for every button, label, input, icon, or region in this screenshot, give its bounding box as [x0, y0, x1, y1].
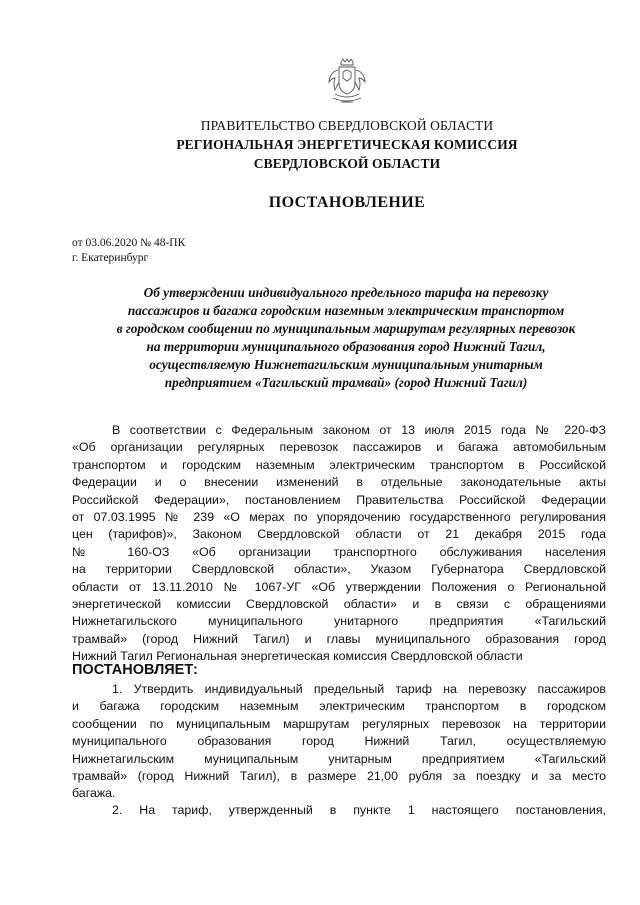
preamble-line: Нижний Тагил Региональная энергетическая комиссия Свердловской области — [72, 649, 523, 664]
preamble-paragraph — [72, 422, 606, 665]
item-1-line: сообщении по муниципальным маршрутам регулярных перевозок на территории — [72, 716, 606, 731]
item-1-line: Нижнетагильским муниципальным унитарным предприятием «Тагильский — [72, 751, 606, 766]
preamble-line: Российской Федерации», постановлением Правительства Российской Федерации — [72, 492, 606, 507]
subject-line: пассажиров и багажа городским наземным электрическим транспортом — [127, 303, 565, 318]
preamble-line: Федерации и о внесении изменений в отдельные законодательные акты — [72, 475, 606, 490]
preamble-line: Нижнетагильского муниципального унитарного предприятия «Тагильский — [72, 614, 606, 629]
preamble-line: трамвай» (город Нижний Тагил) и главы муниципального образования город — [72, 631, 606, 646]
commission-name-line1: РЕГИОНАЛЬНАЯ ЭНЕРГЕТИЧЕСКАЯ КОМИССИЯ — [176, 137, 518, 152]
preamble-line: цен (тарифов)», Законом Свердловской области от 21 декабря 2015 года — [72, 527, 606, 542]
item-1-line: муниципального образования город Нижний Тагил, осуществляемую — [72, 734, 606, 749]
preamble-line: области от 13.11.2010 № 1067-УГ «Об утверждении Положения о Региональной — [72, 579, 606, 594]
preamble-line: «Об организации регулярных перевозок пассажиров и багажа автомобильным — [72, 440, 606, 455]
document-city: г. Екатеринбург — [72, 252, 149, 264]
preamble-line: № 160-ОЗ «Об организации транспортного обслуживания населения — [72, 544, 606, 559]
item-2-line: 2. На тариф, утвержденный в пункте 1 настоящего постановления, — [112, 803, 606, 817]
preamble-line: на территории Свердловской области», Указом Губернатора Свердловской — [72, 562, 606, 577]
preamble-line: В соответствии с Федеральным законом от 13 июля 2015 года № 220-ФЗ — [112, 423, 606, 437]
subject-line: на территории муниципального образования город Нижний Тагил, — [146, 339, 546, 354]
decree-word: ПОСТАНОВЛЯЕТ: — [72, 662, 198, 678]
commission-name-line2: СВЕРДЛОВСКОЙ ОБЛАСТИ — [253, 156, 441, 171]
government-name: ПРАВИТЕЛЬСТВО СВЕРДЛОВСКОЙ ОБЛАСТИ — [200, 118, 494, 133]
document-subject — [66, 284, 626, 392]
coat-of-arms-emblem — [327, 58, 367, 106]
document-date-number: от 03.06.2020 № 48-ПК — [72, 237, 186, 249]
item-1-line: 1. Утвердить индивидуальный предельный тариф на перевозку пассажиров — [112, 682, 606, 696]
preamble-line: от 07.03.1995 № 239 «О мерах по упорядочению государственного регулирования — [72, 509, 606, 524]
subject-line: Об утверждении индивидуального предельного тарифа на перевозку — [143, 285, 549, 300]
subject-line: в городском сообщении по муниципальным маршрутам регулярных перевозок — [116, 321, 576, 336]
subject-line: осуществляемую Нижнетагильским муниципальным унитарным — [149, 357, 543, 372]
item-1-line: и багажа городским наземным электрическим транспортом в городском — [72, 699, 606, 714]
preamble-line: транспортом и городским наземным электрическим транспортом в Российской — [72, 457, 606, 472]
item-1-line: багажа. — [72, 786, 116, 801]
subject-line: предприятием «Тагильский трамвай» (город Нижний Тагил) — [164, 375, 528, 390]
item-2-paragraph — [72, 802, 606, 819]
document-type-title: ПОСТАНОВЛЕНИЕ — [268, 194, 426, 211]
item-1-line: трамвай» (город Нижний Тагил), в размере 21,00 рубля за поездку и за место — [72, 768, 606, 783]
item-1-paragraph — [72, 681, 606, 803]
preamble-line: энергетической комиссии Свердловской области» и в связи с обращениями — [72, 596, 606, 611]
